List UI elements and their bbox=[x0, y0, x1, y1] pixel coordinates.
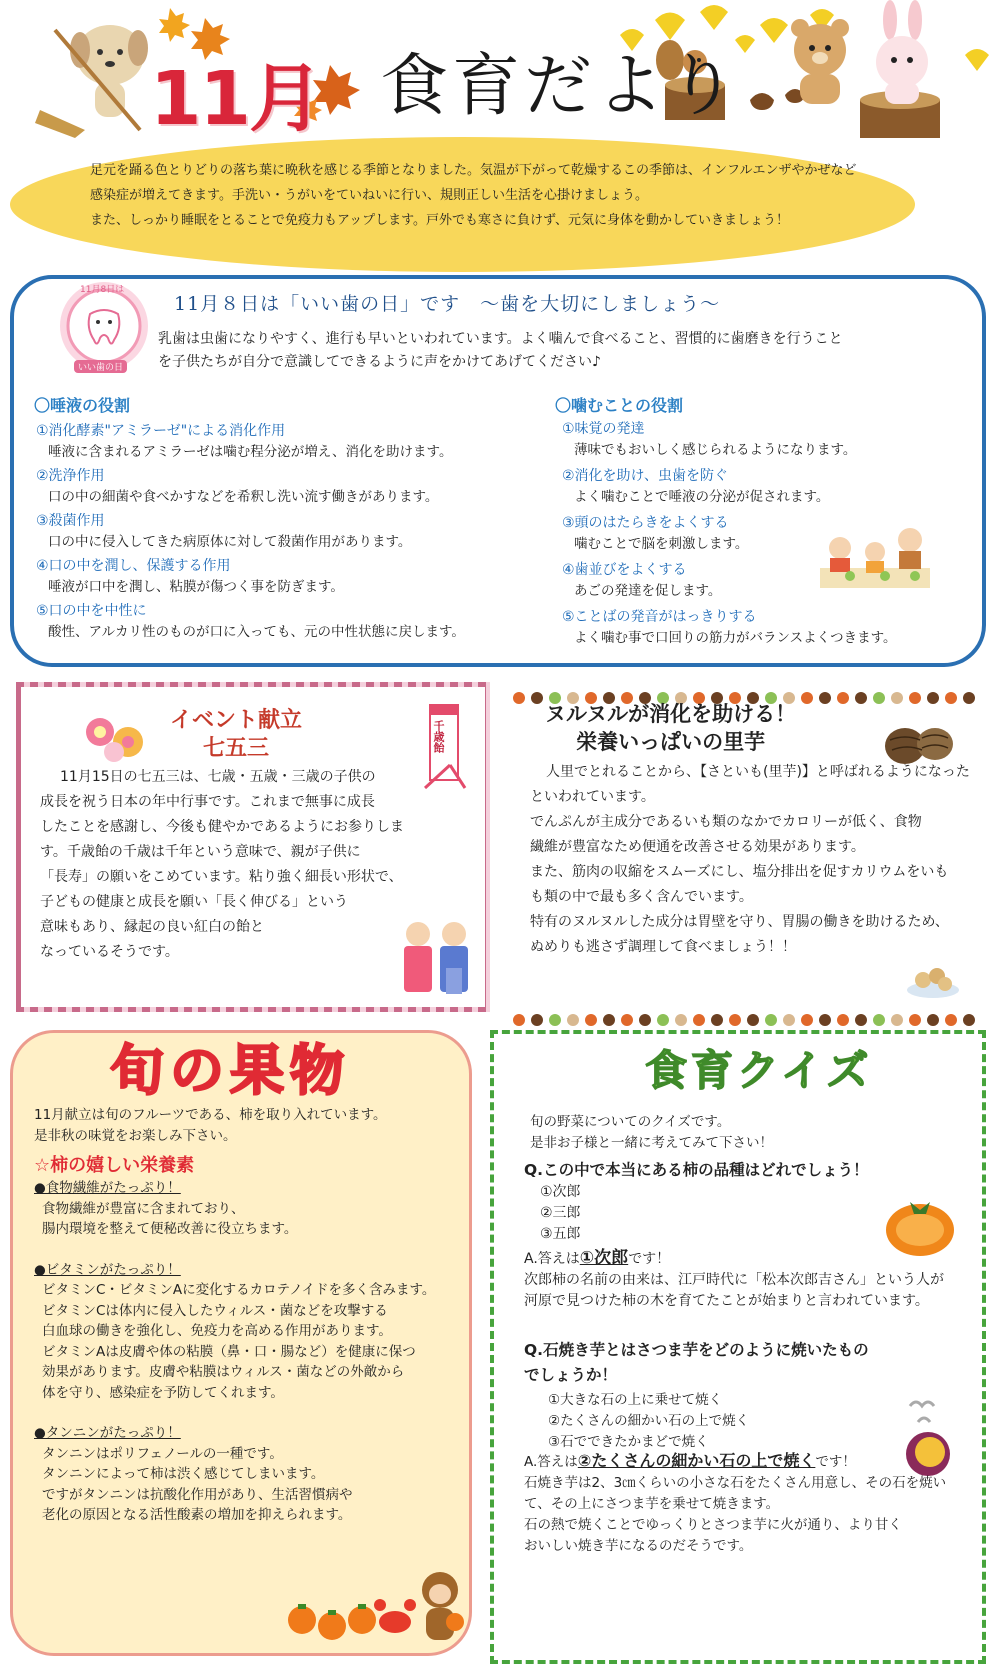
quiz-options-1 bbox=[540, 1182, 581, 1245]
intro-line: また、しっかり睡眠をとることで免疫力もアップします。戸外でも寒さに負けず、元気に身体を動かしていきましょう！ bbox=[90, 213, 790, 228]
nutrient-line: タンニンはポリフェノールの一種です。 bbox=[42, 1445, 283, 1462]
saliva-item bbox=[36, 465, 465, 510]
nutrient-group-head: ●タンニンがたっぷり！ bbox=[34, 1425, 181, 1441]
saliva-item bbox=[36, 420, 465, 465]
chewing-item-body: 噛むことで脳を刺激します。 bbox=[574, 536, 749, 552]
quiz-answer-2 bbox=[524, 1450, 946, 1557]
chewing-item-title: ④歯並びをよくする bbox=[562, 562, 687, 578]
saliva-item-body: 口の中に侵入してきた病原体に対して殺菌作用があります。 bbox=[48, 534, 412, 550]
nut-decoration-icon bbox=[873, 692, 885, 704]
event-title bbox=[170, 707, 302, 763]
chewing-item bbox=[562, 465, 897, 512]
nut-decoration-icon bbox=[783, 1014, 795, 1026]
chewing-item-title: ③頭のはたらきをよくする bbox=[562, 515, 729, 531]
nut-decoration-icon bbox=[819, 692, 831, 704]
quiz-option: ③石でできたかまどで焼く bbox=[548, 1434, 709, 1450]
persimmon-icon bbox=[318, 1610, 346, 1640]
nut-decoration-icon bbox=[675, 1014, 687, 1026]
nutrient-line: 老化の原因となる活性酸素の増加を抑えられます。 bbox=[42, 1507, 352, 1523]
saliva-item-body: 唾液が口中を潤し、粘膜が傷つく事を防ぎます。 bbox=[48, 579, 344, 595]
nut-decoration-icon bbox=[819, 1014, 831, 1026]
quiz-answer-line bbox=[524, 1248, 944, 1270]
satoimo-line: ぬめりも逃さず調理して食べましょう！！ bbox=[530, 939, 796, 955]
teeth-intro-line: 乳歯は虫歯になりやすく、進行も早いといわれています。よく噛んで食べること、習慣的に歯磨きを行うこと bbox=[158, 331, 843, 347]
family-meal-icon bbox=[815, 520, 935, 592]
event-line: 子どもの健康と成長を願い「長く伸びる」という bbox=[40, 894, 348, 910]
intro-line: 足元を踊る色とりどりの落ち葉に晩秋を感じる季節となりました。気温が下がって乾燥するこの季節は、インフルエンザやかぜなど bbox=[90, 163, 857, 178]
teeth-intro-line: を子供たちが自分で意識してできるように声をかけてあげてください♪ bbox=[158, 354, 601, 370]
seasonal-fruit-title: 旬の果物 bbox=[110, 1039, 350, 1102]
chewing-item-body: あごの発達を促します。 bbox=[574, 583, 722, 599]
answer-suffix: です！ bbox=[815, 1454, 856, 1470]
quiz-question-1: Q.この中で本当にある柿の品種はどれでしょう！ bbox=[524, 1161, 869, 1179]
intro-text bbox=[90, 158, 856, 233]
chitose-ame-label: 千歳飴 bbox=[432, 720, 445, 753]
satoimo-line: 繊維が豊富なため便通を改善させる効果があります。 bbox=[530, 839, 865, 855]
nut-decoration-icon bbox=[639, 1014, 651, 1026]
satoimo-line: 人里でとれることから、【さといも(里芋)】と呼ばれるようになった bbox=[546, 764, 970, 780]
quiz-explain-line: 石の熱で焼くことでゆっくりとさつま芋に火が通り、より甘く bbox=[524, 1517, 902, 1533]
quiz-explain-line: 石焼き芋は2、3㎝くらいの小さな石をたくさん用意し、その石を焼い bbox=[524, 1475, 947, 1491]
maple-leaf-icon bbox=[159, 8, 190, 42]
rabbit-icon bbox=[860, 0, 940, 138]
nut-decoration-icon bbox=[855, 692, 867, 704]
nut-decoration-icon bbox=[927, 692, 939, 704]
persimmon-icon bbox=[348, 1604, 376, 1634]
quiz-intro bbox=[530, 1112, 773, 1154]
temari-ball-icon bbox=[78, 712, 158, 762]
nut-decoration-icon bbox=[855, 1014, 867, 1026]
quiz-question-2-line: Q.石焼き芋とはさつま芋をどのように焼いたもの bbox=[524, 1341, 869, 1359]
event-line: 成長を祝う日本の年中行事です。これまで無事に成長 bbox=[40, 794, 375, 810]
nut-decoration-icon bbox=[801, 692, 813, 704]
event-line: なっているそうです。 bbox=[40, 944, 179, 960]
nut-decoration-icon bbox=[585, 1014, 597, 1026]
saliva-item-body: 唾液に含まれるアミラーゼは噛む程分泌が増え、消化を助けます。 bbox=[48, 444, 453, 460]
nut-decoration-icon bbox=[693, 1014, 705, 1026]
nutrient-line: 腸内環境を整えて便秘改善に役立ちます。 bbox=[42, 1221, 298, 1237]
nut-decoration-icon bbox=[963, 692, 975, 704]
nutrient-group-head: ●ビタミンがたっぷり！ bbox=[34, 1261, 181, 1278]
quiz-question-2-line: でしょうか！ bbox=[524, 1366, 618, 1384]
nutrient-line: ビタミンCは体内に侵入したウィルス・菌などを攻撃する bbox=[42, 1302, 388, 1319]
quiz-option: ①次郎 bbox=[540, 1184, 581, 1200]
answer-value: ②たくさんの細かい石の上で焼く bbox=[577, 1451, 816, 1470]
saliva-item-body: 酸性、アルカリ性のものが口に入っても、元の中性状態に戻します。 bbox=[48, 624, 465, 640]
monkey-crab-persimmon-icon bbox=[280, 1560, 470, 1652]
satoimo-line: も類の中で最も多く含んでいます。 bbox=[530, 889, 753, 905]
nut-decoration-icon bbox=[567, 1014, 579, 1026]
taro-dish-icon bbox=[905, 960, 961, 1000]
event-body bbox=[40, 765, 404, 965]
nutrient-line: 効果があります。皮膚や粘膜はウィルス・菌などの外敵から bbox=[42, 1364, 405, 1380]
nut-border-bottom bbox=[510, 1010, 980, 1030]
nut-decoration-icon bbox=[657, 1014, 669, 1026]
chewing-item-title: ⑤ことばの発音がはっきりする bbox=[562, 609, 757, 625]
persimmon-nutrients-heading: ☆柿の嬉しい栄養素 bbox=[34, 1155, 195, 1176]
kids-kimono-icon bbox=[390, 918, 480, 1002]
chewing-item bbox=[562, 418, 897, 465]
newsletter-title: 食育だより bbox=[380, 47, 741, 126]
quiz-explain-line: おいしい焼き芋になるのだそうです。 bbox=[524, 1538, 753, 1554]
saliva-heading: 〇唾液の役割 bbox=[34, 396, 131, 415]
nut-decoration-icon bbox=[531, 1014, 543, 1026]
teeth-intro bbox=[158, 328, 843, 374]
nut-decoration-icon bbox=[513, 692, 525, 704]
nut-decoration-icon bbox=[945, 1014, 957, 1026]
badge-top-text: 11月8日は bbox=[80, 285, 125, 295]
nutrient-line: ですがタンニンは抗酸化作用があり、生活習慣病や bbox=[42, 1486, 353, 1503]
answer-value: ①次郎 bbox=[579, 1248, 629, 1268]
nutrient-group bbox=[34, 1260, 435, 1404]
nutrient-line: ビタミンC・ビタミンAに変化するカロテノイドを多く含みます。 bbox=[42, 1282, 436, 1298]
nut-decoration-icon bbox=[621, 1014, 633, 1026]
nut-decoration-icon bbox=[963, 1014, 975, 1026]
fruit-intro-line: 11月献立は旬のフルーツである、柿を取り入れています。 bbox=[34, 1107, 387, 1123]
persimmon-icon bbox=[288, 1604, 316, 1634]
satoimo-body bbox=[530, 760, 970, 960]
saliva-item-title: ②洗浄作用 bbox=[36, 468, 105, 484]
nutrient-line: タンニンによって柿は渋く感じてしまいます。 bbox=[42, 1466, 325, 1482]
event-line: す。千歳飴の千歳は千年という意味で、親が子供に bbox=[40, 844, 361, 860]
chewing-heading: 〇噛むことの役割 bbox=[555, 396, 684, 415]
quiz-intro-line: 是非お子様と一緒に考えてみて下さい！ bbox=[530, 1135, 773, 1151]
quiz-option: ②三郎 bbox=[540, 1205, 581, 1221]
chewing-item-body: 薄味でもおいしく感じられるようになります。 bbox=[574, 442, 857, 458]
answer-prefix: A.答えは bbox=[524, 1251, 580, 1267]
event-line: 11月15日の七五三は、七歳・五歳・三歳の子供の bbox=[60, 769, 376, 785]
saliva-item bbox=[36, 510, 465, 555]
satoimo-line: 特有のヌルヌルした成分は胃壁を守り、胃腸の働きを助けるため、 bbox=[530, 914, 949, 930]
chewing-item-title: ①味覚の発達 bbox=[562, 421, 645, 437]
nut-decoration-icon bbox=[891, 1014, 903, 1026]
food-quiz-title: 食育クイズ bbox=[645, 1046, 873, 1095]
nutrient-group bbox=[34, 1178, 435, 1240]
event-line: 意味もあり、縁起の良い紅白の飴と bbox=[40, 919, 264, 935]
nutrient-line: 体を守り、感染症を予防してくれます。 bbox=[42, 1384, 284, 1401]
nutrient-groups bbox=[34, 1178, 435, 1526]
saliva-item-title: ④口の中を潤し、保護する作用 bbox=[36, 558, 231, 574]
event-title-line2: 七五三 bbox=[203, 736, 270, 761]
chewing-item-title: ②消化を助け、虫歯を防ぐ bbox=[562, 468, 728, 484]
satoimo-title-line2: 栄養いっぱいの里芋 bbox=[576, 730, 766, 754]
badge-bottom-text: いい歯の日 bbox=[74, 360, 127, 373]
quiz-option: ①大きな石の上に乗せて焼く bbox=[548, 1392, 723, 1408]
nutrient-line: 白血球の働きを強化し、免疫力を高める作用があります。 bbox=[42, 1323, 392, 1339]
teeth-day-title: 11月８日は「いい歯の日」です ～歯を大切にしましょう～ bbox=[174, 293, 721, 315]
quiz-explain-line: 河原で見つけた柿の木を育てたことが始まりと言われています。 bbox=[524, 1293, 929, 1309]
fruit-intro-line: 是非秋の味覚をお楽しみ下さい。 bbox=[34, 1127, 237, 1144]
event-line: 「長寿」の願いをこめています。粘り強く細長い形状で、 bbox=[40, 869, 403, 885]
nutrient-group-head: ●食物繊維がたっぷり！ bbox=[34, 1180, 181, 1196]
satoimo-title bbox=[545, 700, 796, 756]
answer-prefix: A.答えは bbox=[524, 1454, 578, 1470]
nutrient-line: ビタミンAは皮膚や体の粘膜（鼻・口・腸など）を健康に保つ bbox=[42, 1343, 416, 1360]
nut-decoration-icon bbox=[765, 1014, 777, 1026]
nut-decoration-icon bbox=[891, 692, 903, 704]
dog-icon bbox=[35, 25, 148, 138]
quiz-options-2 bbox=[548, 1390, 749, 1453]
nut-decoration-icon bbox=[801, 1014, 813, 1026]
nutrient-group bbox=[34, 1423, 435, 1526]
nut-decoration-icon bbox=[603, 1014, 615, 1026]
nut-decoration-icon bbox=[711, 1014, 723, 1026]
intro-line: 感染症が増えてきます。手洗い・うがいをていねいに行い、規則正しい生活を心掛けましょう。 bbox=[90, 188, 648, 203]
satoimo-title-line1: ヌルヌルが消化を助ける！ bbox=[545, 702, 797, 726]
saliva-item bbox=[36, 600, 465, 645]
event-line: したことを感謝し、今後も健やかであるようにお参りしま bbox=[40, 819, 404, 835]
chewing-item bbox=[562, 606, 897, 653]
chewing-item-body: よく噛む事で口回りの筋力がバランスよくつきます。 bbox=[574, 630, 897, 646]
saliva-item-title: ③殺菌作用 bbox=[36, 513, 105, 529]
nut-decoration-icon bbox=[873, 1014, 885, 1026]
quiz-intro-line: 旬の野菜についてのクイズです。 bbox=[530, 1114, 731, 1130]
nut-decoration-icon bbox=[909, 1014, 921, 1026]
quiz-option: ③五郎 bbox=[540, 1226, 581, 1242]
month-title: 11月 bbox=[150, 56, 321, 142]
answer-suffix: です！ bbox=[628, 1251, 671, 1267]
nutrient-line: 食物繊維が豊富に含まれており、 bbox=[42, 1200, 245, 1217]
saliva-item-title: ⑤口の中を中性に bbox=[36, 603, 147, 619]
quiz-explain-line: 次郎柿の名前の由来は、江戸時代に「松本次郎吉さん」という人が bbox=[524, 1272, 944, 1288]
saliva-list bbox=[36, 420, 465, 645]
nut-decoration-icon bbox=[513, 1014, 525, 1026]
nut-decoration-icon bbox=[531, 692, 543, 704]
nut-decoration-icon bbox=[927, 1014, 939, 1026]
quiz-answer-line bbox=[524, 1450, 946, 1473]
chestnut-icon bbox=[750, 89, 805, 110]
satoimo-line: また、筋肉の収縮をスムーズにし、塩分排出を促すカリウムをいも bbox=[530, 864, 949, 880]
saliva-item bbox=[36, 555, 465, 600]
quiz-question-2 bbox=[524, 1338, 869, 1388]
nut-decoration-icon bbox=[549, 1014, 561, 1026]
crab-icon bbox=[374, 1599, 416, 1633]
satoimo-line: でんぷんが主成分であるいも類のなかでカロリーが低く、食物 bbox=[530, 814, 922, 830]
quiz-answer-1 bbox=[524, 1248, 944, 1312]
quiz-explain-line: て、その上にさつま芋を乗せて焼きます。 bbox=[524, 1496, 780, 1512]
satoimo-line: といわれています。 bbox=[530, 789, 655, 805]
chewing-item-body: よく噛むことで唾液の分泌が促されます。 bbox=[574, 489, 830, 505]
saliva-item-body: 口の中の細菌や食べかすなどを希釈し洗い流す働きがあります。 bbox=[48, 489, 439, 505]
nut-decoration-icon bbox=[837, 1014, 849, 1026]
quiz-option: ②たくさんの細かい石の上で焼く bbox=[548, 1413, 750, 1429]
saliva-item-title: ①消化酵素"アミラーゼ"による消化作用 bbox=[36, 423, 286, 439]
event-title-line1: イベント献立 bbox=[170, 708, 303, 733]
nut-decoration-icon bbox=[945, 692, 957, 704]
nut-decoration-icon bbox=[747, 1014, 759, 1026]
monkey-icon bbox=[422, 1572, 464, 1640]
nut-decoration-icon bbox=[729, 1014, 741, 1026]
nut-decoration-icon bbox=[837, 692, 849, 704]
nut-decoration-icon bbox=[909, 692, 921, 704]
fruit-intro bbox=[34, 1105, 387, 1146]
